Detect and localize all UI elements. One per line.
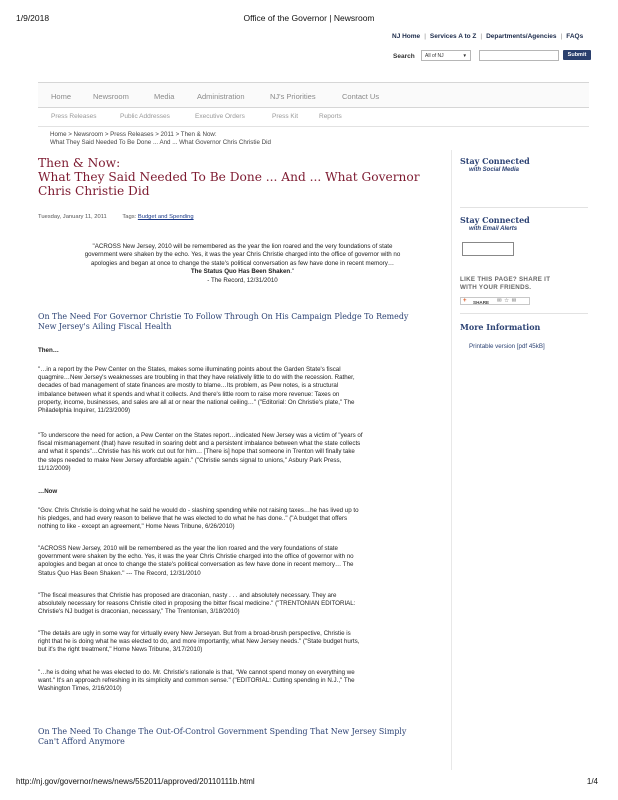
top-utility-nav: NJ Home | Services A to Z | Departments/Agencies | FAQs xyxy=(392,33,584,40)
share-service-icons: ✉ ☆ ✉ xyxy=(497,298,517,304)
email-alert-input[interactable] xyxy=(462,242,514,256)
page-title: Then & Now: What They Said Needed To Be Done ... And ... What Governor Chris Christie Did xyxy=(38,156,420,198)
printable-version-link[interactable]: Printable version [pdf 45kB] xyxy=(469,343,545,350)
share-button[interactable]: + SHARE ✉ ☆ ✉ xyxy=(460,297,530,305)
plus-icon: + xyxy=(463,298,467,304)
subnav-executive-orders[interactable]: Executive Orders xyxy=(195,113,245,120)
topnav-departments[interactable]: Departments/Agencies xyxy=(486,33,557,40)
paragraph-7: "…he is doing what he was elected to do. Mr. Christie's rationale is that, "We cannot spend money on everything we want." It's an approach refreshing in its simplicity and common sense." ("EDITORIAL: Cutting spending in N.J.," The Washington Times, 2/16/2010) xyxy=(38,669,355,693)
email-alerts-link[interactable]: with Email Alerts xyxy=(469,226,518,232)
print-title: Office of the Governor | Newsroom xyxy=(243,13,375,23)
paragraph-5: "The fiscal measures that Christie has proposed are draconian, nasty . . . and absolutely necessary. They are absolutely necessary for reasons Christie cited in proposing the bitter fiscal medicine." ("TRENTONIAN EDITORIAL: Christie's NJ budget is draconian, necessary," The Trentonian, 3/18/2010) xyxy=(38,592,356,616)
nav-newsroom[interactable]: Newsroom xyxy=(93,92,129,101)
subnav-press-kit[interactable]: Press Kit xyxy=(272,113,299,120)
print-url: http://nj.gov/governor/news/news/552011/approved/20110111b.html xyxy=(16,777,255,786)
article-meta xyxy=(38,214,194,220)
subnav-reports[interactable]: Reports xyxy=(319,113,342,120)
social-media-link[interactable]: with Social Media xyxy=(469,167,520,173)
subnav-public-addresses[interactable]: Public Addresses xyxy=(120,113,170,120)
nav-administration[interactable]: Administration xyxy=(197,92,245,101)
lead-quote: "ACROSS New Jersey, 2010 will be remembered as the year the lion roared and the very foundations of state government were shaken by the echo. Yes, it was the year Chris Christie charged into the office of governor with no apologies and began at once to change the state's political conversation as few have done in recent memory… The Status Quo Has Been Shaken." - The Record, 12/31/2010 xyxy=(84,243,401,284)
nav-contact[interactable]: Contact Us xyxy=(342,92,380,101)
nav-media[interactable]: Media xyxy=(154,92,175,101)
sub-nav xyxy=(38,108,589,127)
breadcrumb-line-2: What They Said Needed To Be Done ... And ... What Governor Chris Christie Did xyxy=(50,138,271,146)
section-heading-1: On The Need For Governor Christie To Follow Through On His Campaign Pledge To Remedy New Jersey's Ailing Fiscal Health xyxy=(38,312,409,331)
paragraph-6: "The details are ugly in some way for virtually every New Jerseyan. But from a broad-brush perspective, Christie is right that he is doing what he was elected to do, and more importantly, what New Jersey needs." ("State budget hurts, but it's the right treatment," Home News Tribune, 3/17/2010) xyxy=(38,630,360,654)
then-label: Then… xyxy=(38,347,59,354)
sidebar-divider xyxy=(460,207,588,208)
article-date: Tuesday, January 11, 2011 xyxy=(38,214,107,220)
paragraph-3: "Gov. Chris Christie is doing what he said he would do - slashing spending while not raising taxes…he has lived up to his pledges, and had every reason to believe that he was elected to do what he has done.." ("A budget that offers nothing to like - except an agreement," Home News Tribune, 6/26/2010) xyxy=(38,507,359,531)
paragraph-2: "To underscore the need for action, a Pew Center on the States report…indicated New Jersey was a victim of "years of fiscal mismanagement (that) have resulted in soaring debt and a persistent imbalance between what the state collects and what it spends"…Christie has his work cut out for him… [There is] hope that someone in Trenton will finally take the steps needed to make New Jersey affordable again." ("Christie sends signal to unions," Asbury Park Press, 11/12/2009) xyxy=(38,432,363,472)
subnav-press-releases[interactable]: Press Releases xyxy=(51,113,97,120)
tags-label: Tags: xyxy=(122,214,137,220)
more-information-title: More Information xyxy=(460,322,541,332)
chevron-down-icon: ▼ xyxy=(462,53,467,58)
print-header xyxy=(16,13,602,25)
now-label: …Now xyxy=(38,488,58,495)
sidebar-divider xyxy=(460,313,588,314)
print-page-number: 1/4 xyxy=(586,777,598,786)
nav-priorities[interactable]: NJ's Priorities xyxy=(270,92,316,101)
search-label: Search xyxy=(393,53,415,60)
search-scope-select[interactable]: All of NJ ▼ xyxy=(421,50,471,61)
stay-connected-email-title: Stay Connected xyxy=(460,215,530,225)
column-divider xyxy=(451,150,452,770)
paragraph-4: "ACROSS New Jersey, 2010 will be remembered as the year the lion roared and the very foundations of state government were shaken by the echo. Yes, it was the year Chris Christie charged into the office of governor with no apologies and began at once to change the state's political conversation as few have done in recent memory… The Status Quo Has Been Shaken." --- The Record, 12/31/2010 xyxy=(38,545,354,577)
breadcrumb-line-1[interactable]: Home > Newsroom > Press Releases > 2011 > Then & Now: xyxy=(50,131,217,138)
stay-connected-social-title: Stay Connected xyxy=(460,156,530,166)
topnav-nj-home[interactable]: NJ Home xyxy=(392,33,421,40)
breadcrumb xyxy=(50,131,271,146)
search-input[interactable] xyxy=(479,50,559,61)
print-date: 1/9/2018 xyxy=(16,13,50,23)
share-prompt: LIKE THIS PAGE? SHARE IT WITH YOUR FRIENDS. xyxy=(460,276,551,291)
tag-link[interactable]: Budget and Spending xyxy=(137,214,194,220)
topnav-services[interactable]: Services A to Z xyxy=(429,33,477,40)
nav-home[interactable]: Home xyxy=(51,92,72,101)
search-submit-button[interactable]: Submit xyxy=(563,50,591,60)
topnav-faqs[interactable]: FAQs xyxy=(566,33,584,40)
paragraph-1: "…in a report by the Pew Center on the States, makes some illuminating points about the Garden State's fiscal quagmire…New Jersey's weaknesses are troubling in that they have relatively little to do with the recession. Rather, decades of bad management of state finances are mostly to blame…Its problem, as Pew notes, is a structural imbalance between what it spends and what it collects. And there's little room to raise more revenue: Taxes on property, income, businesses, and sales are all at or near the national ceiling…" ("Editorial: On Christie's plate," The Philadelphia Inquirer, 11/23/2009) xyxy=(38,366,355,415)
section-heading-2: On The Need To Change The Out-Of-Control Government Spending That New Jersey Simply Can't Afford Anymore xyxy=(38,727,407,746)
main-nav xyxy=(38,82,589,108)
